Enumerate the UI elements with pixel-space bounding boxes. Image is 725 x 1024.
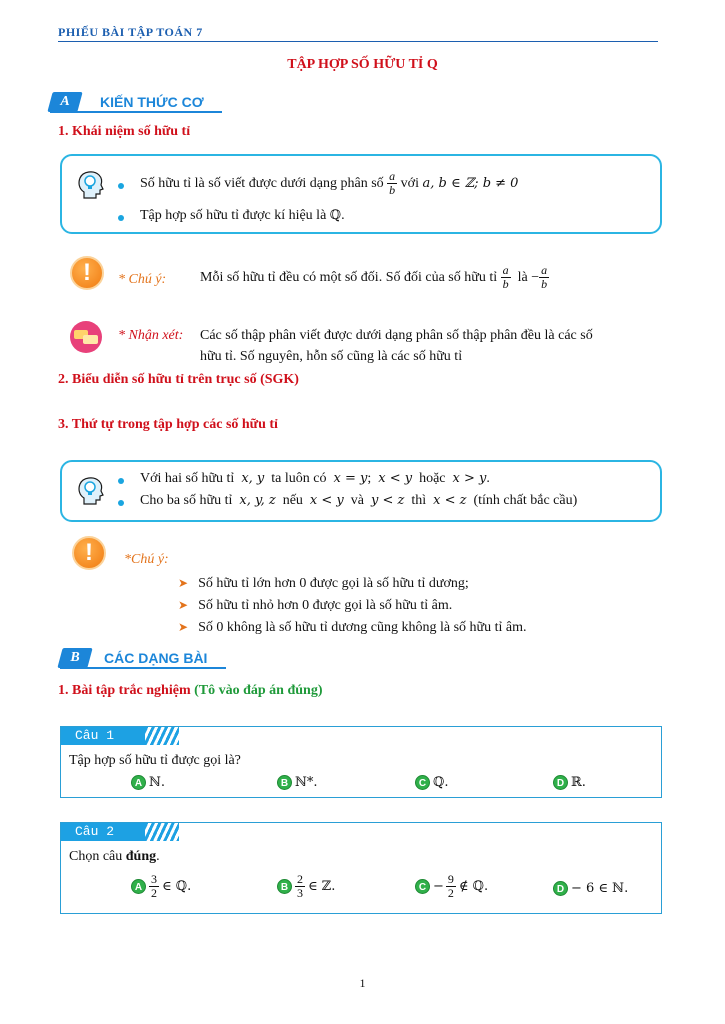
part2-heading: 2. Biểu diễn số hữu tỉ trên trục số (SGK): [58, 372, 299, 387]
page-header: [58, 25, 658, 40]
option-a[interactable]: A $\frac{3}{2}$ ∈ ℚ.: [131, 873, 191, 900]
definition-line-2: Tập hợp số hữu tỉ được kí hiệu là ℚ.: [140, 208, 345, 223]
arrow-icon: ➤: [178, 576, 189, 590]
definition-line-1: Số hữu tỉ là số viết được dưới dạng phân số $\frac{a}{b}$ với a, b ∈ ℤ; b ≠ 0: [140, 169, 519, 197]
header-rule: [58, 41, 658, 42]
arrow-icon: ➤: [178, 598, 189, 612]
option-d[interactable]: D − 6 ∈ ℕ.: [553, 881, 628, 896]
definition-box: [60, 154, 662, 234]
bullet: [118, 183, 124, 189]
tab-stripes: [145, 727, 179, 745]
option-b[interactable]: B ℕ*.: [277, 775, 318, 790]
note1-text: Mỗi số hữu tỉ đều có một số đối. Số đối của số hữu tỉ $\frac{a}{b}$ là − $\frac{a}{b}$: [200, 263, 548, 291]
part1-heading: 1. Khái niệm số hữu tỉ: [58, 124, 191, 139]
remark-speech-icon: [68, 320, 104, 354]
option-b[interactable]: B $\frac{2}{3}$ ∈ ℤ.: [277, 873, 335, 900]
order-line-2: Cho ba số hữu tỉ x, y, z nếu x < y và y < z thì x < z (tính chất bắc cầu): [140, 493, 578, 508]
fraction-a-over-b: $\frac{a}{b}$: [502, 263, 509, 291]
question-2-box: [60, 822, 662, 914]
warning-icon: !: [70, 256, 104, 290]
question-1-box: [60, 726, 662, 798]
section-b-badge: B: [57, 648, 92, 668]
note2-item-1: ➤ Số hữu tỉ lớn hơn 0 được gọi là số hữu tỉ dương;: [178, 576, 469, 591]
warning-icon: !: [72, 536, 106, 570]
head-bulb-icon: [74, 168, 108, 202]
head-bulb-icon: [74, 474, 108, 508]
question-1-tab: Câu 1: [61, 727, 147, 745]
remark-label: * Nhận xét:: [118, 328, 184, 343]
remark-line-2: hữu tỉ. Số nguyên, hỗn số cũng là các số hữu tỉ: [200, 349, 463, 364]
section-a-badge: A: [47, 92, 82, 112]
note2-label: *Chú ý:: [124, 552, 169, 567]
page-number: 1: [359, 976, 366, 990]
order-box: [60, 460, 662, 522]
header-title: PHIẾU BÀI TẬP TOÁN 7: [58, 25, 203, 39]
part3-heading: 3. Thứ tự trong tập hợp các số hữu tỉ: [58, 417, 278, 432]
section-b-title: CÁC DẠNG BÀI: [104, 650, 208, 666]
document-title: TẬP HỢP SỐ HỮU TỈ Q: [287, 57, 438, 72]
fraction-a-over-b: $\frac{a}{b}$: [541, 263, 548, 291]
bullet: [118, 215, 124, 221]
section-a-underline: [50, 111, 222, 113]
order-line-1: Với hai số hữu tỉ x, y ta luôn có x = y; x < y hoặc x > y.: [140, 471, 490, 486]
bullet: [118, 500, 124, 506]
note2-item-3: ➤ Số 0 không là số hữu tỉ dương cũng không là số hữu tỉ âm.: [178, 620, 527, 635]
arrow-icon: ➤: [178, 620, 189, 634]
fraction-a-over-b: $\frac{a}{b}$: [389, 169, 396, 197]
option-a[interactable]: A ℕ.: [131, 775, 165, 790]
note2-item-2: ➤ Số hữu tỉ nhỏ hơn 0 được gọi là số hữu tỉ âm.: [178, 598, 453, 613]
section-b-underline: [60, 667, 226, 669]
remark-line-1: Các số thập phân viết được dưới dạng phân số thập phân đều là các số: [200, 328, 593, 343]
exercise-heading: 1. Bài tập trắc nghiệm (Tô vào đáp án đúng): [58, 683, 323, 698]
section-a-title: KIẾN THỨC CƠ: [100, 94, 204, 110]
bullet: [118, 478, 124, 484]
question-2-text: Chọn câu đúng.: [69, 849, 160, 864]
question-2-tab: Câu 2: [61, 823, 147, 841]
option-c[interactable]: C ℚ.: [415, 775, 448, 790]
tab-stripes: [145, 823, 179, 841]
option-d[interactable]: D ℝ.: [553, 775, 586, 790]
question-1-text: Tập hợp số hữu tỉ được gọi là?: [69, 753, 241, 768]
note1-label: * Chú ý:: [118, 272, 167, 287]
option-c[interactable]: C − $\frac{9}{2}$ ∉ ℚ.: [415, 873, 488, 900]
